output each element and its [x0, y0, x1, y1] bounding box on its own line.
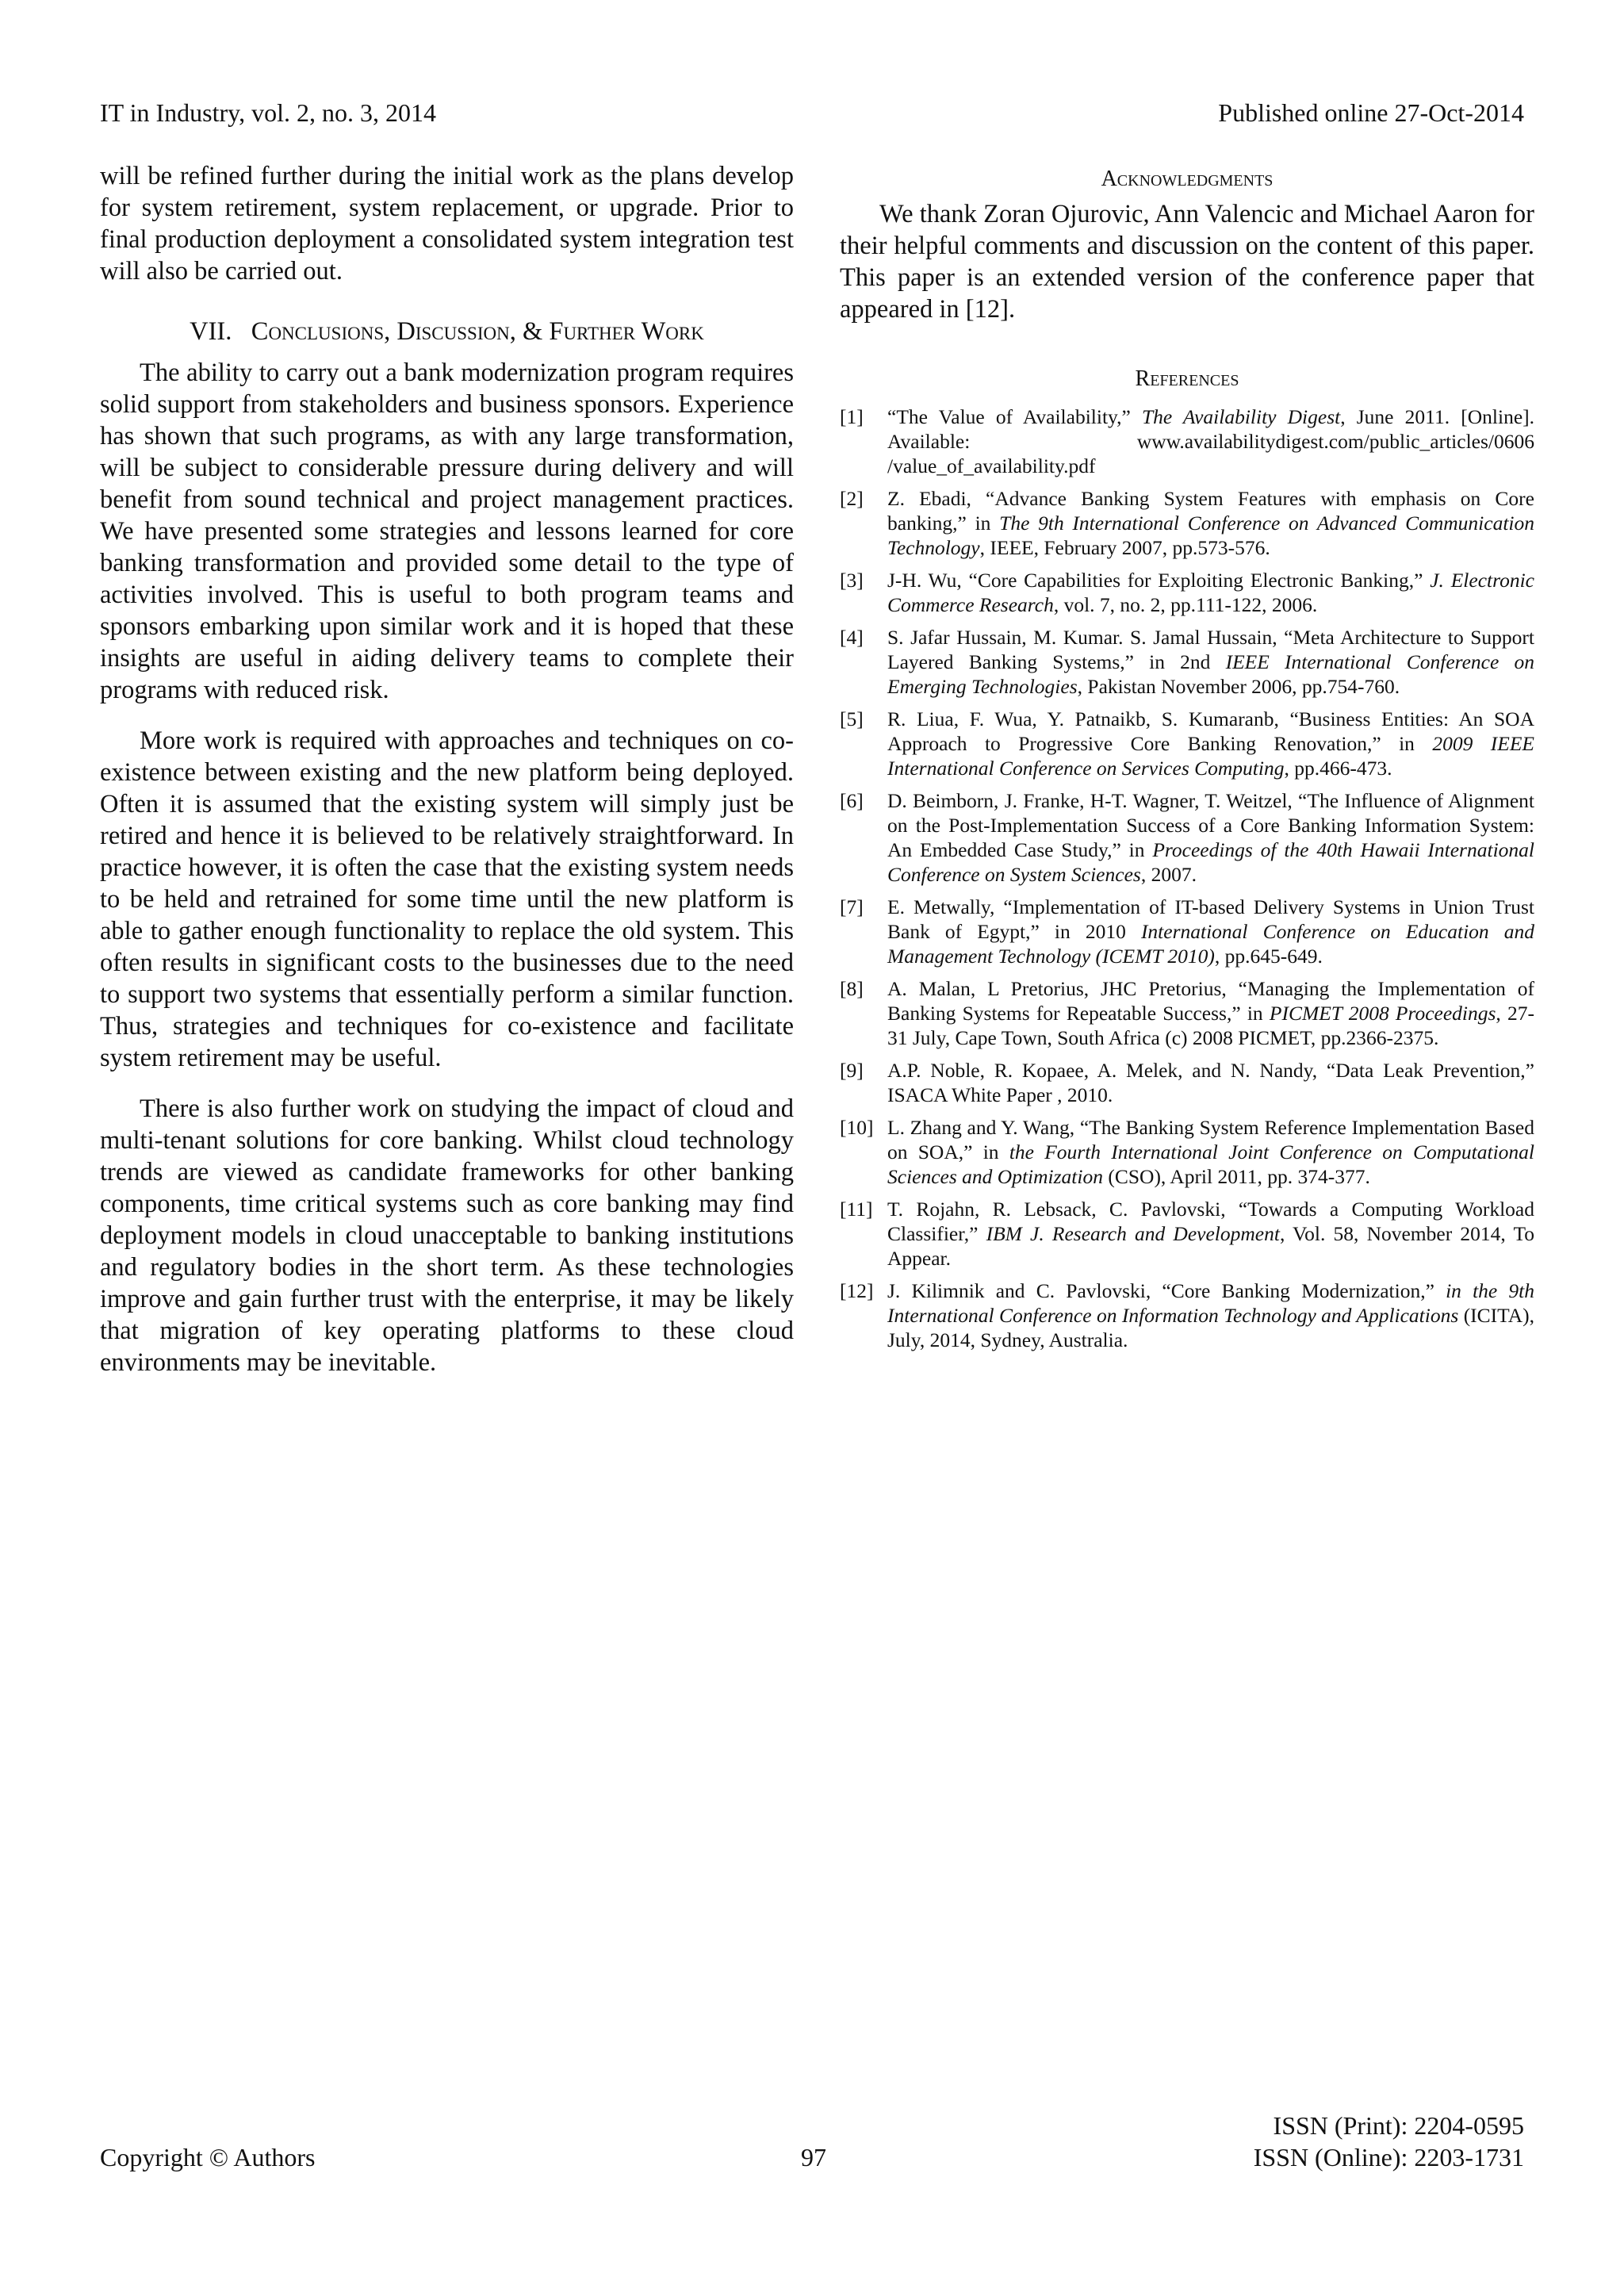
- reference-text: A. Malan, L Pretorius, JHC Pretorius, “Managing the Implementation of Banking Systems for Repeatable Success,” in PICMET 2008 Proceedings, 27-31 July, Cape Town, South Africa (c) 2008 PICMET, pp.2366-2375.: [887, 977, 1534, 1049]
- reference-text: R. Liua, F. Wua, Y. Patnaikb, S. Kumaranb, “Business Entities: An SOA Approach to Progressive Core Banking Renovation,” in 2009 IEEE International Conference on Services Computing, pp.466-473.: [887, 707, 1534, 780]
- right-column: [840, 160, 1534, 1360]
- reference-number: [11]: [840, 1198, 873, 1221]
- left-column: [100, 160, 794, 1378]
- reference-text: J-H. Wu, “Core Capabilities for Exploiting Electronic Banking,” J. Electronic Commerce Research, vol. 7, no. 2, pp.111-122, 2006.: [887, 569, 1534, 616]
- reference-item: [840, 1278, 1534, 1352]
- reference-number: [4]: [840, 626, 864, 649]
- reference-item: [840, 1197, 1534, 1271]
- reference-text: L. Zhang and Y. Wang, “The Banking System Reference Implementation Based on SOA,” in the Fourth International Joint Conference on Computational Sciences and Optimization (CSO), April 2011, pp. 374-377.: [887, 1116, 1534, 1188]
- acknowledgments-heading: Acknowledgments: [1101, 167, 1274, 191]
- intro-paragraph: will be refined further during the initial work as the plans develop for system retirement, system replacement, or upgrade. Prior to final production deployment a consolidated system integration test will also be carried out.: [100, 162, 794, 286]
- reference-number: [5]: [840, 707, 864, 730]
- reference-number: [8]: [840, 977, 864, 1000]
- reference-text: D. Beimborn, J. Franke, H-T. Wagner, T. Weitzel, “The Influence of Alignment on the Post-Implementation Success of a Core Banking Information System: An Embedded Case Study,” in Proceedings of the 40th Hawaii International Conference on System Sciences, 2007.: [887, 789, 1534, 886]
- reference-item: [840, 895, 1534, 968]
- reference-text: J. Kilimnik and C. Pavlovski, “Core Banking Modernization,” in the 9th International Conference on Information Technology and Applications (ICITA), July, 2014, Sydney, Australia.: [887, 1279, 1535, 1351]
- reference-item: [840, 976, 1534, 1050]
- reference-text: E. Metwally, “Implementation of IT-based Delivery Systems in Union Trust Bank of Egypt,” in 2010 International Conference on Education and Management Technology (ICEMT 2010), pp.645-649.: [887, 895, 1534, 968]
- acknowledgments-text: We thank Zoran Ojurovic, Ann Valencic and Michael Aaron for their helpful comments and discussion on the content of this paper. This paper is an extended version of the conference paper that appeared in [12].: [840, 200, 1534, 324]
- reference-text: “The Value of Availability,” The Availability Digest, June 2011. [Online]. Available: www.availabilitydigest.com/public_articles/0606 /value_of_availability.pdf: [887, 405, 1535, 477]
- reference-number: [2]: [840, 487, 864, 510]
- reference-number: [7]: [840, 895, 864, 918]
- reference-number: [6]: [840, 789, 864, 812]
- journal-header: IT in Industry, vol. 2, no. 3, 2014: [100, 98, 436, 127]
- references-heading: References: [1135, 366, 1239, 391]
- reference-item: [840, 625, 1534, 699]
- reference-number: [1]: [840, 405, 864, 428]
- section-heading: [100, 316, 794, 347]
- issn-block: [1254, 2110, 1524, 2173]
- reference-list: [840, 404, 1534, 1352]
- body-paragraph: More work is required with approaches and techniques on co-existence between existing and the new platform being deployed. Often it is assumed that the existing system will simply just be retired and hence it is believed to be relatively straightforward. In practice however, it is often the case that the existing system needs to be held and retrained for some time until the new platform is able to gather enough functionality to replace the old system. This often results in significant costs to the businesses due to the need to support two systems that essentially perform a similar function. Thus, strategies and techniques for co-existence and facilitate system retirement may be useful.: [100, 726, 794, 1072]
- reference-item: [840, 486, 1534, 560]
- section-number: VII.: [190, 317, 232, 346]
- reference-number: [10]: [840, 1116, 874, 1139]
- reference-number: [9]: [840, 1059, 864, 1082]
- reference-text: Z. Ebadi, “Advance Banking System Features with emphasis on Core banking,” in The 9th International Conference on Advanced Communication Technology, IEEE, February 2007, pp.573-576.: [887, 487, 1534, 559]
- reference-text: A.P. Noble, R. Kopaee, A. Melek, and N. Nandy, “Data Leak Prevention,” ISACA White Paper , 2010.: [887, 1059, 1534, 1106]
- body-paragraph: There is also further work on studying the impact of cloud and multi-tenant solutions for core banking. Whilst cloud technology trends are viewed as candidate frameworks for other banking components, time critical systems such as core banking may find deployment models in cloud unacceptable to banking institutions and regulatory bodies in the short term. As these technologies improve and gain further trust with the enterprise, it may be likely that migration of key operating platforms to these cloud environments may be inevitable.: [100, 1094, 794, 1377]
- copyright: Copyright © Authors: [100, 2143, 316, 2171]
- published-date: Published online 27-Oct-2014: [1218, 98, 1524, 127]
- reference-item: [840, 788, 1534, 887]
- reference-number: [3]: [840, 569, 864, 592]
- reference-item: [840, 707, 1534, 780]
- page-number: 97: [801, 2143, 826, 2171]
- reference-item: [840, 568, 1534, 617]
- reference-item: [840, 1115, 1534, 1189]
- issn-online: ISSN (Online): 2203-1731: [1253, 2143, 1524, 2171]
- body-paragraph: The ability to carry out a bank modernization program requires solid support from stakeholders and business sponsors. Experience has shown that such programs, as with any large transformation, will be subject to considerable pressure during delivery and will benefit from sound technical and project management practices. We have presented some strategies and lessons learned for core banking transformation and provided some detail to the type of activities involved. This is useful to both program teams and sponsors embarking upon similar work and it is hoped that these insights are useful in aiding delivery teams to complete their programs with reduced risk.: [100, 358, 794, 704]
- reference-text: T. Rojahn, R. Lebsack, C. Pavlovski, “Towards a Computing Workload Classifier,” IBM J. Research and Development, Vol. 58, November 2014, To Appear.: [887, 1198, 1534, 1270]
- reference-text: S. Jafar Hussain, M. Kumar. S. Jamal Hussain, “Meta Architecture to Support Layered Banking Systems,” in 2nd IEEE International Conference on Emerging Technologies, Pakistan November 2006, pp.754-760.: [887, 626, 1534, 698]
- reference-number: [12]: [840, 1279, 874, 1302]
- issn-print: ISSN (Print): 2204-0595: [1273, 2111, 1524, 2140]
- reference-item: [840, 404, 1534, 478]
- reference-item: [840, 1058, 1534, 1107]
- section-title: Conclusions, Discussion, & Further Work: [251, 317, 704, 346]
